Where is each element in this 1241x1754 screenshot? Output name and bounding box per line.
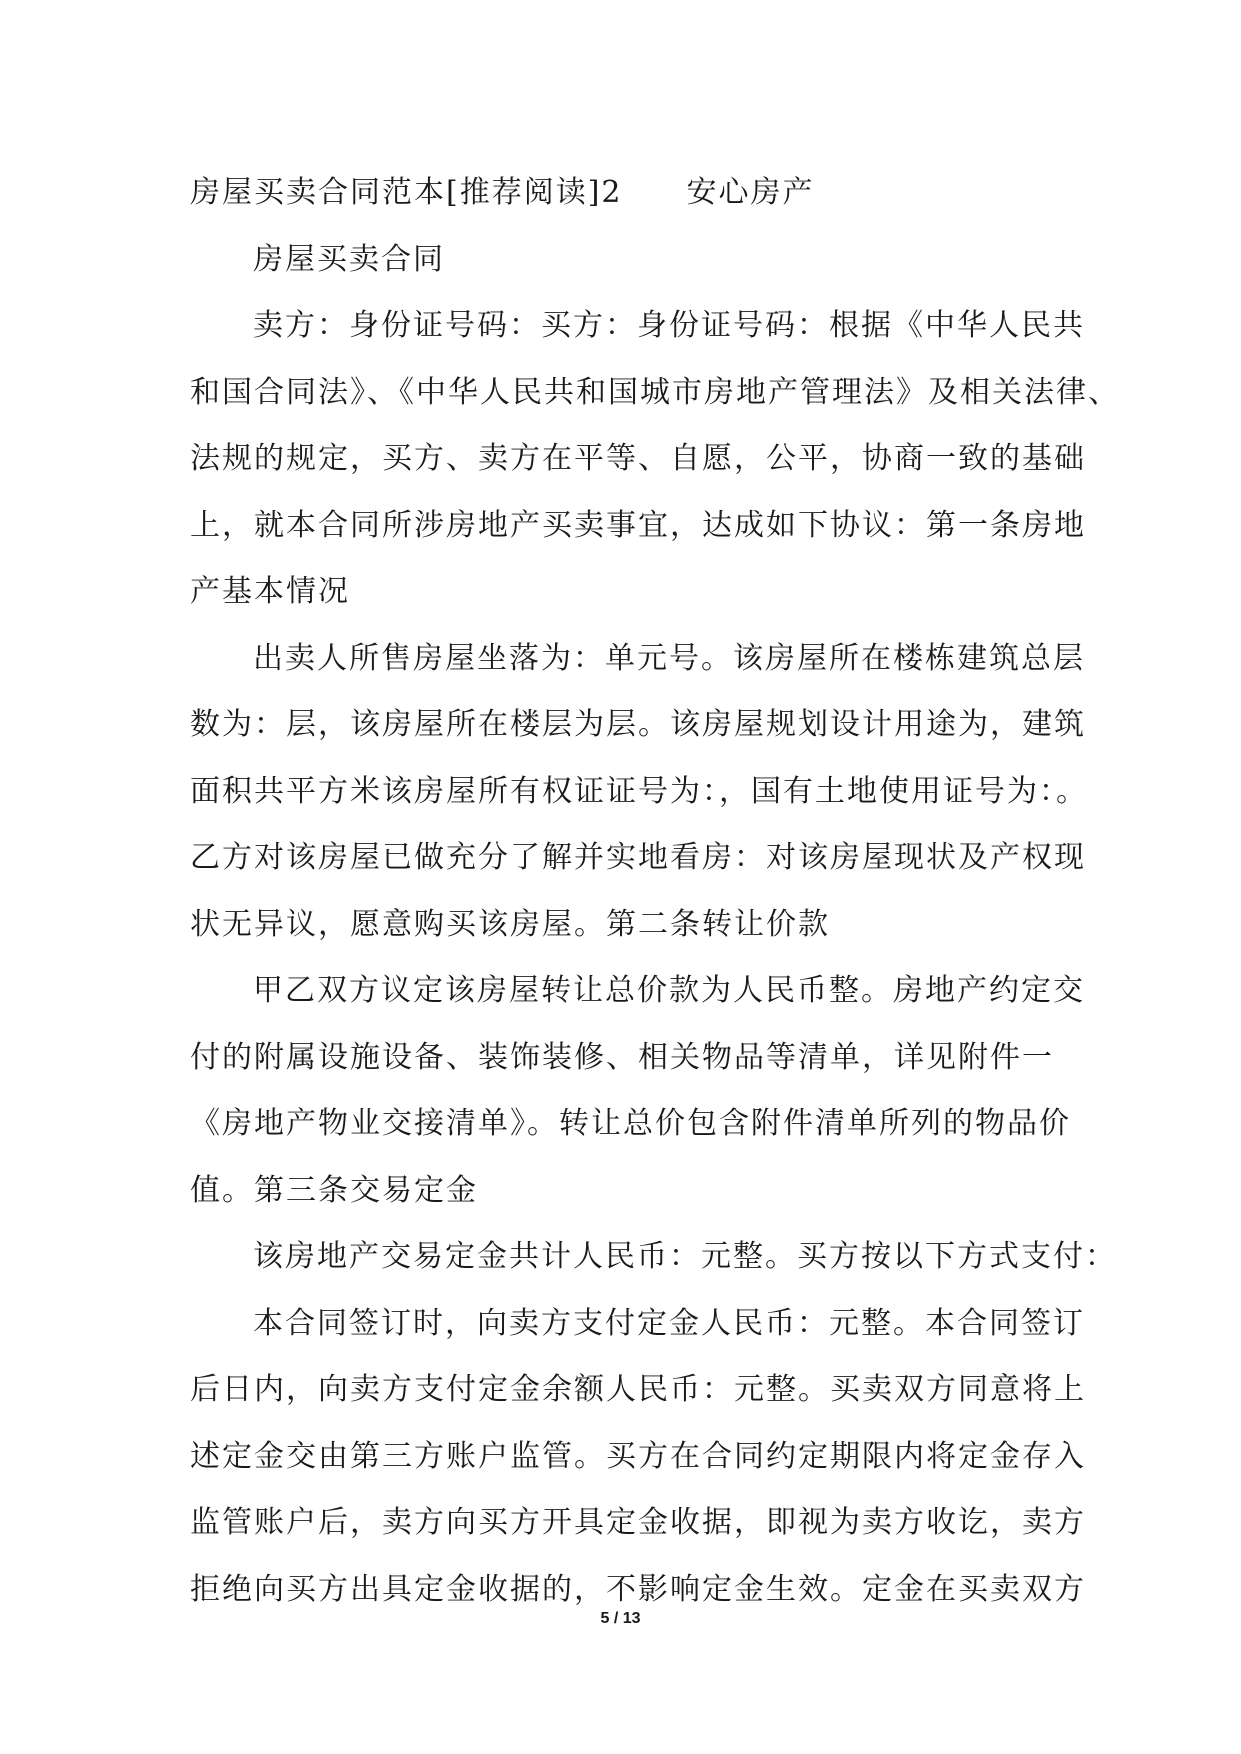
document-line: 卖方：身份证号码：买方：身份证号码：根据《中华人民共 <box>253 308 1085 343</box>
document-line: 监管账户后，卖方向买方开具定金收据，即视为卖方收讫，卖方 <box>190 1505 1086 1540</box>
document-line: 和国合同法》、《中华人民共和国城市房地产管理法》及相关法律、 <box>190 374 1120 410</box>
document-line: 产基本情况 <box>190 574 350 609</box>
document-line: 乙方对该房屋已做充分了解并实地看房：对该房屋现状及产权现 <box>190 840 1086 875</box>
document-line: 法规的规定，买方、卖方在平等、自愿，公平，协商一致的基础 <box>190 441 1086 476</box>
document-line: 上，就本合同所涉房地产买卖事宜，达成如下协议：第一条房地 <box>190 507 1086 543</box>
document-body <box>190 293 1120 1623</box>
document-header <box>190 160 1060 227</box>
document-page <box>190 160 1120 1623</box>
document-header-title: 房屋买卖合同范本[推荐阅读]2 <box>190 175 623 210</box>
document-line: 本合同签订时，向卖方支付定金人民币：元整。本合同签订 <box>253 1305 1085 1341</box>
document-header-brand: 安心房产 <box>686 175 815 210</box>
document-line: 付的附属设施设备、装饰装修、相关物品等清单，详见附件一 <box>190 1039 1054 1075</box>
document-line: 数为：层，该房屋所在楼层为层。该房屋规划设计用途为，建筑 <box>190 707 1086 742</box>
page-number: 5 / 13 <box>600 1610 641 1627</box>
document-line: 后日内，向卖方支付定金余额人民币：元整。买卖双方同意将上 <box>190 1372 1086 1407</box>
document-line: 值。第三条交易定金 <box>190 1172 478 1208</box>
document-line: 述定金交由第三方账户监管。买方在合同约定期限内将定金存入 <box>190 1438 1086 1474</box>
document-line: 面积共平方米该房屋所有权证证号为：，国有土地使用证号为：。 <box>190 773 1088 809</box>
section-title: 房屋买卖合同 <box>253 241 445 277</box>
document-line: 拒绝向买方出具定金收据的，不影响定金生效。定金在买卖双方 <box>190 1571 1086 1607</box>
document-line: 《房地产物业交接清单》。转让总价包含附件清单所列的物品价 <box>190 1106 1071 1141</box>
document-line: 出卖人所售房屋坐落为：单元号。该房屋所在楼栋建筑总层 <box>253 640 1085 676</box>
document-line: 甲乙双方议定该房屋转让总价款为人民币整。房地产约定交 <box>253 973 1085 1008</box>
document-line: 该房地产交易定金共计人民币：元整。买方按以下方式支付： <box>253 1239 1117 1274</box>
document-line: 状无异议，愿意购买该房屋。第二条转让价款 <box>190 906 830 942</box>
